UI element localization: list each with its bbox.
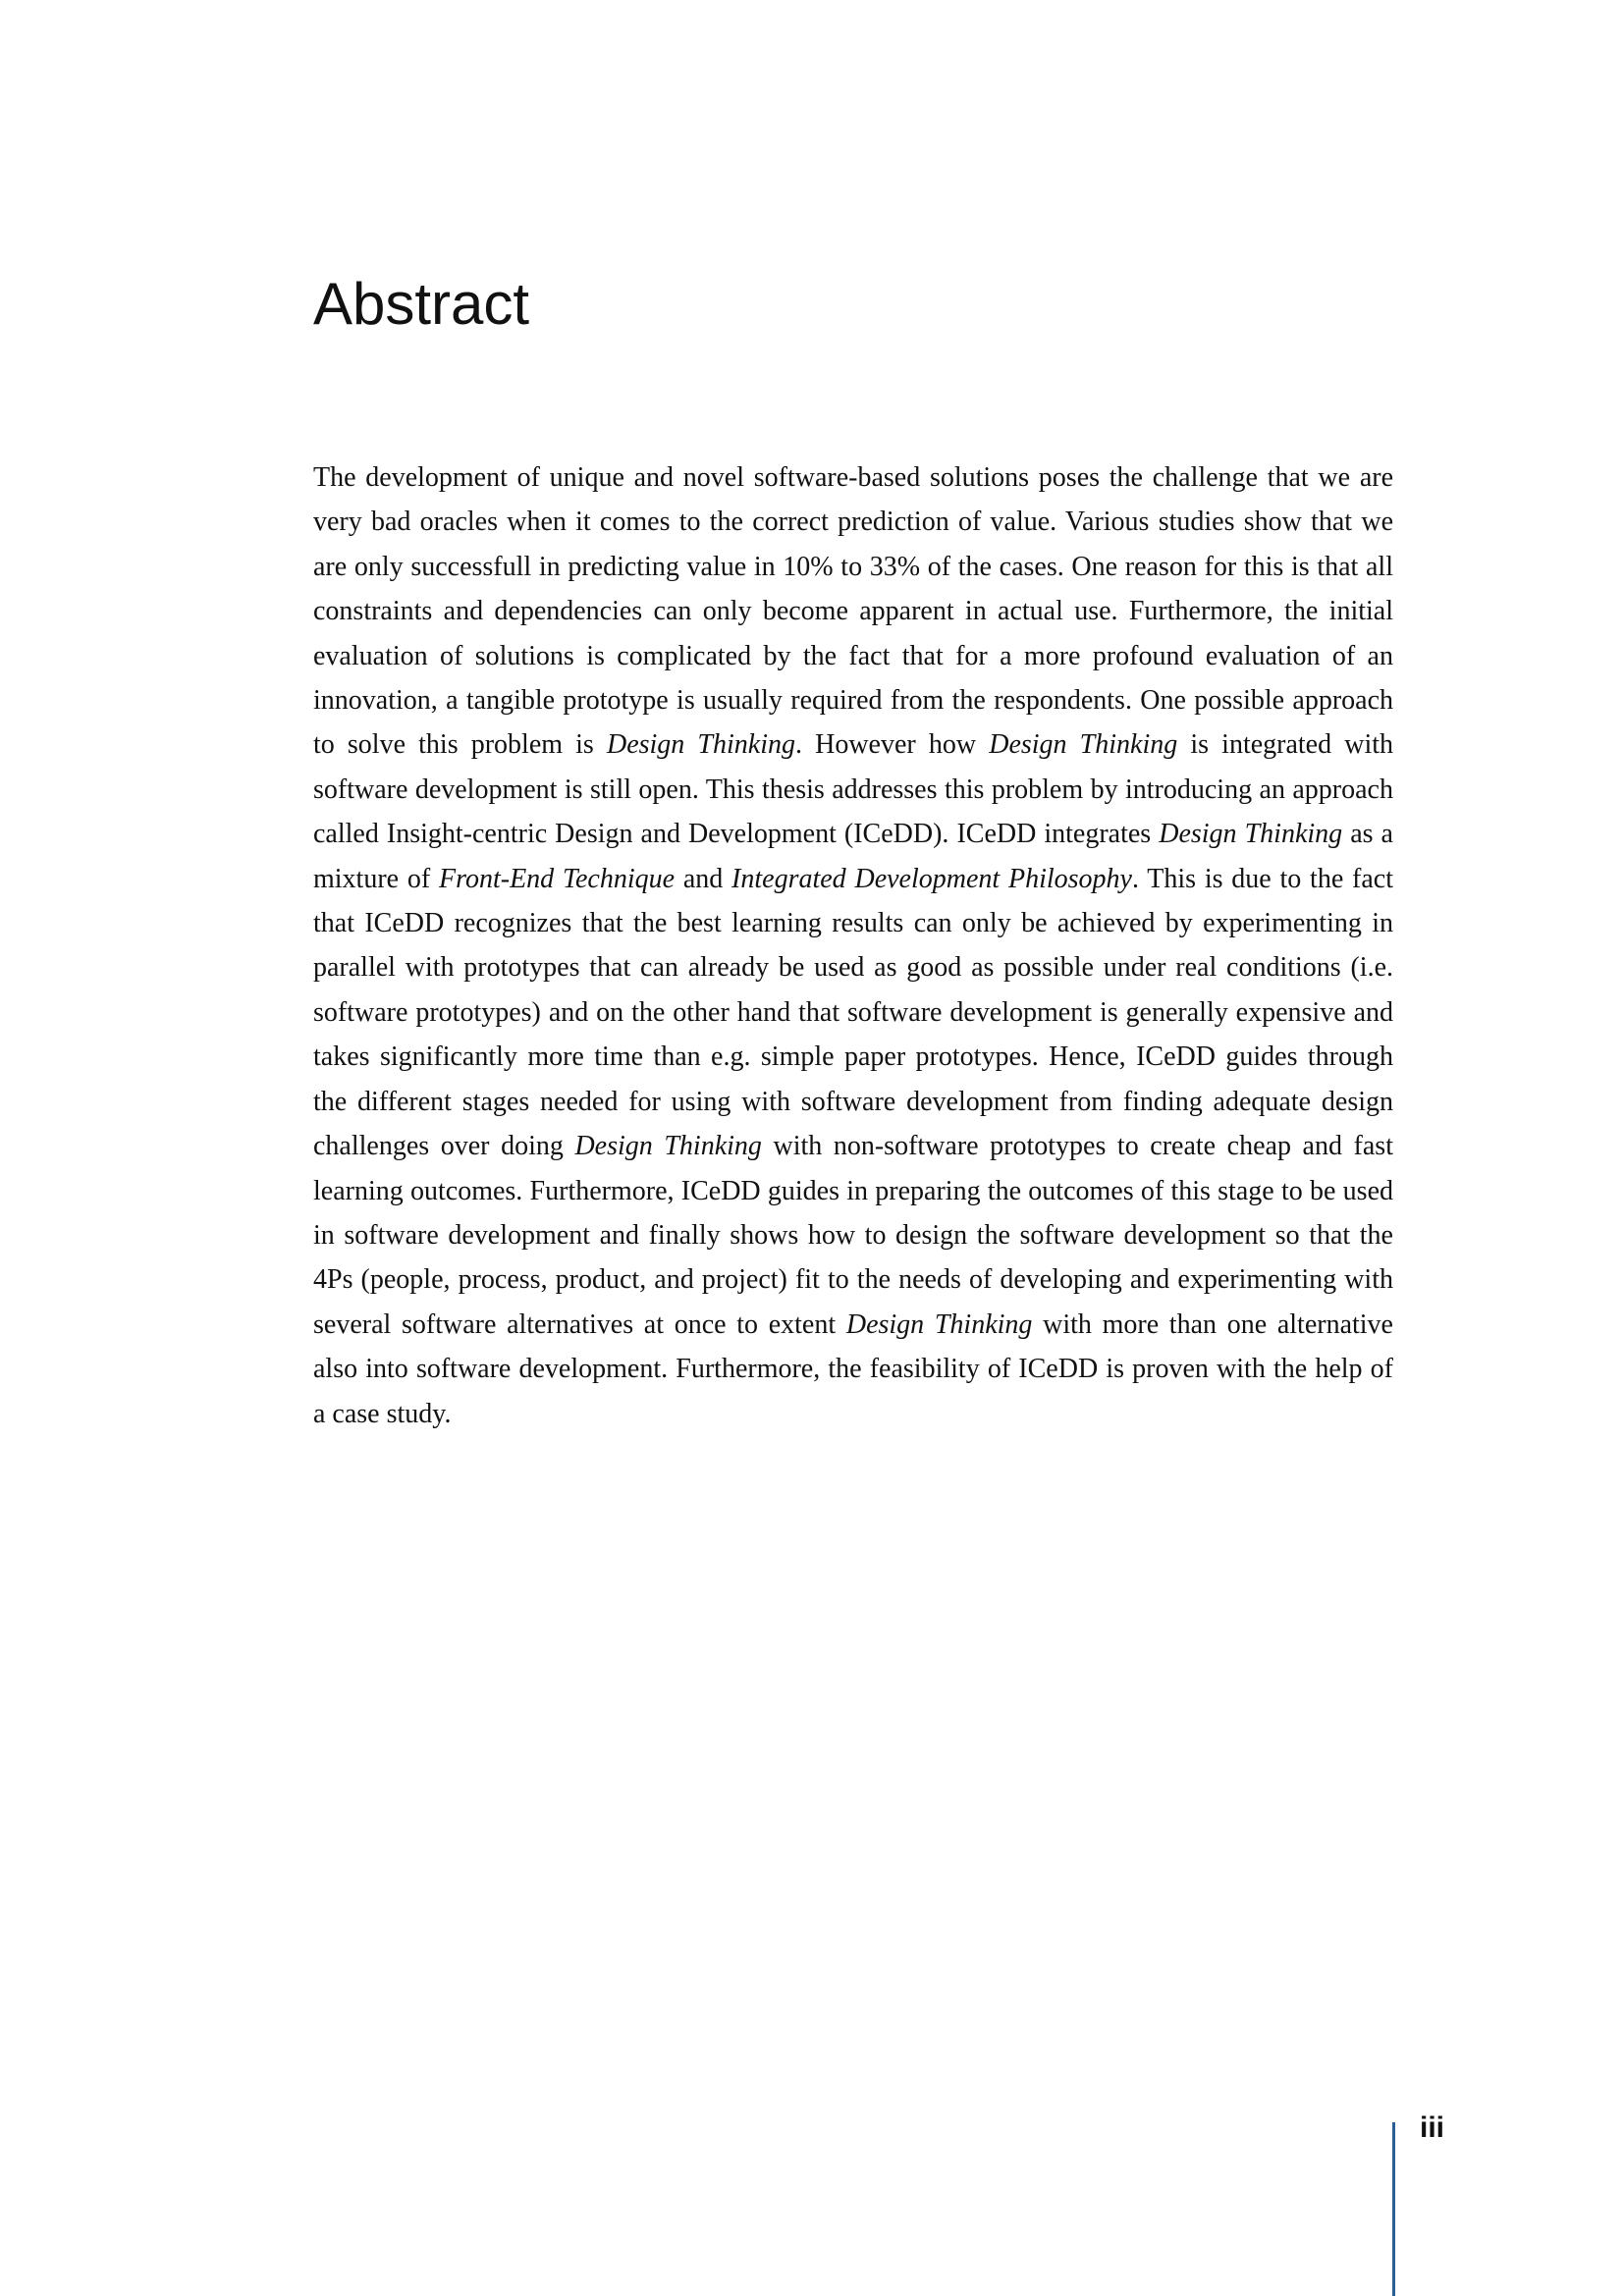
abstract-text: and	[675, 863, 732, 894]
abstract-text: . This is due to the fact that ICeDD recognizes that the best learning results can only be achieved by experimenting in parallel with prototypes that can already be used as good as possible under real conditions (i.e. software prototypes) and on the other hand that software development is generally expensive and takes significantly more time than e.g. simple paper prototypes. Hence, ICeDD guides through the different stages needed for using with software development from finding adequate design challenges over doing	[313, 863, 1394, 1162]
page-number: iii	[1420, 2111, 1445, 2144]
abstract-text: with more than one alternative also into software development. Furthermore, the feasibility of ICeDD is proven with the help of a case study.	[313, 1308, 1393, 1429]
page-margin-rule	[1392, 2122, 1395, 2296]
abstract-emphasis: Design Thinking	[1159, 819, 1343, 850]
abstract-emphasis: Integrated Development Philosophy	[731, 863, 1132, 894]
abstract-text: The development of unique and novel software-based solutions poses the challenge that we are very bad oracles when it comes to the correct prediction of value. Various studies show that we are only successfull in predicting value in 10% to 33% of the cases. One reason for this is that all constraints and dependencies can only become apparent in actual use. Furthermore, the initial evaluation of solutions is complicated by the fact that for a more profound evaluation of an innovation, a tangible prototype is usually required from the respondents. One possible approach to solve this problem is	[313, 462, 1393, 761]
abstract-emphasis: Design Thinking	[574, 1131, 762, 1162]
abstract-text: is integrated with software development is still open. This thesis addresses this problem by introducing an approach called Insight-centric Design and Development (ICeDD). ICeDD integrates	[313, 729, 1394, 850]
abstract-text: as a mixture of	[313, 819, 1393, 894]
abstract-emphasis: Design Thinking	[989, 729, 1178, 761]
abstract-paragraph	[313, 455, 1393, 1436]
abstract-emphasis: Design Thinking	[845, 1308, 1033, 1340]
abstract-text: . However how	[794, 729, 990, 761]
abstract-emphasis: Front-End Technique	[439, 863, 676, 894]
abstract-text: with non-software prototypes to create cheap and fast learning outcomes. Furthermore, ICeDD guides in preparing the outcomes of this stage to be used in software development and finally shows how to design the software development so that the 4Ps (people, process, product, and project) fit to the needs of developing and experimenting with several software alternatives at once to extent	[313, 1131, 1393, 1340]
page-title: Abstract	[313, 271, 530, 337]
abstract-emphasis: Design Thinking	[606, 729, 795, 761]
